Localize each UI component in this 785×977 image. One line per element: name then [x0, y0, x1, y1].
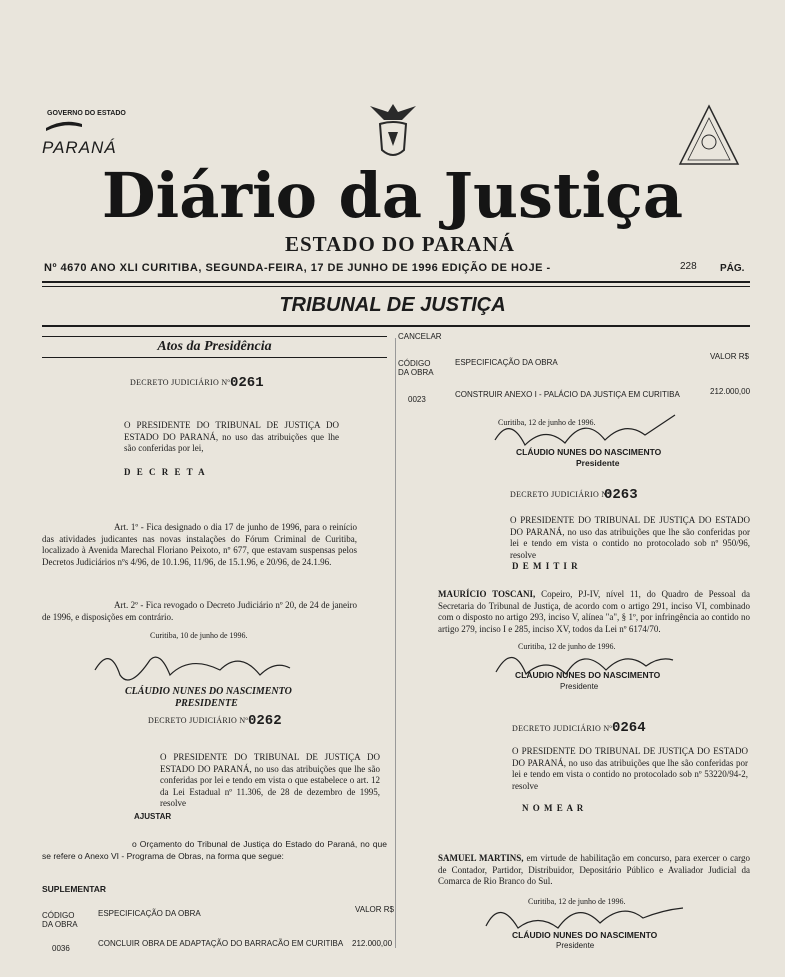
signer-role: PRESIDENTE — [175, 698, 238, 709]
nomear-name: SAMUEL MARTINS, — [438, 853, 524, 863]
table-row-value: 212.000,00 — [710, 387, 751, 396]
table-col-value: VALOR R$ — [710, 352, 749, 361]
triangle-seal-icon — [678, 104, 740, 168]
nomear-text: em virtude de habilitação em concurso, para exercer o cargo de Contador, Partidor, Distribuidor, Depositário Público e Avaliador Judicial da Comarca de Rio Branco do Sul. — [438, 853, 750, 886]
table-col-code: CÓDIGO DA OBRA — [398, 359, 434, 377]
section-rule — [42, 325, 750, 327]
section-title: TRIBUNAL DE JUSTIÇA — [279, 294, 506, 316]
decree-number: 0263 — [604, 487, 638, 503]
masthead-title: Diário da Justiça — [101, 159, 684, 232]
table-row-value: 212.000,00 — [352, 939, 393, 948]
suplementar-heading: SUPLEMENTAR — [42, 884, 107, 894]
ajustar-heading: AJUSTAR — [134, 812, 172, 821]
header-rule-thin — [42, 286, 750, 287]
decree-label: DECRETO JUDICIÁRIO Nº — [130, 378, 231, 387]
column-divider — [395, 338, 396, 948]
decree-label: DECRETO JUDICIÁRIO Nº — [510, 490, 611, 499]
decree-intro: O PRESIDENTE DO TRIBUNAL DE JUSTIÇA DO ESTADO DO PARANÁ, no uso das atribuições que lhe são conferidas por lei e tendo em vista o contido no protocolado sob nº 53220/94-2, resolve — [512, 746, 748, 791]
signer-name: CLÁUDIO NUNES DO NASCIMENTO — [512, 930, 658, 940]
article-1: Art. 1º - Fica designado o dia 17 de junho de 1996, para o reinício das atividades judicantes nas novas instalações do Fórum Criminal de Curitiba, localizado à Avenida Marechal Floriano Peixoto, nº 677, que estavam suspensas pelos Decretos Judiciários nºs 4/96, de 10.1.96, 11/96, de 15.1.96, e 20/96, de 24.1.96. — [42, 522, 357, 567]
decree-number: 0264 — [612, 720, 646, 736]
signer-name: CLÁUDIO NUNES DO NASCIMENTO — [125, 686, 292, 697]
demitir-text: Copeiro, PJ-IV, nível 11, do Quadro de Pessoal da Secretaria do Tribunal de Justiça, de acordo com o artigo 291, inciso VI, combinado com o disposto no artigo 293, inciso V, alínea "a", § 1º, por infringência ao contido no artigo 279, inciso I e 285, inciso XV, todos da Lei nº 6174/70. — [438, 589, 751, 634]
coat-of-arms-icon — [368, 100, 418, 164]
place-date: Curitiba, 12 de junho de 1996. — [498, 418, 596, 427]
atos-heading: Atos da Presidência — [157, 339, 272, 354]
page-label: PÁG. — [720, 263, 745, 274]
gov-label: GOVERNO DO ESTADO — [47, 110, 126, 117]
demitir-heading: D E M I T I R — [512, 561, 579, 571]
table-row-code: 0023 — [408, 395, 426, 404]
table-col-value: VALOR R$ — [355, 905, 394, 914]
table-col-code: CÓDIGO DA OBRA — [42, 911, 78, 929]
decree-intro: O PRESIDENTE DO TRIBUNAL DE JUSTIÇA DO ESTADO DO PARANÁ, no uso das atribuições que lhe são conferidas por lei, — [124, 420, 339, 453]
table-row-code: 0036 — [52, 944, 70, 953]
state-subtitle: ESTADO DO PARANÁ — [285, 232, 515, 256]
signer-role: Presidente — [556, 941, 595, 950]
table-col-spec: ESPECIFICAÇÃO DA OBRA — [98, 909, 201, 918]
gov-state: PARANÁ — [42, 138, 117, 157]
signer-role: Presidente — [576, 458, 620, 468]
decree-intro: O PRESIDENTE DO TRIBUNAL DE JUSTIÇA DO ESTADO DO PARANÁ, no uso das atribuições que lhe são conferidas por lei e tendo em vista o que estabelece o art. 12 da Lei Estadual nº 11.306, de 28 de dezembro de 1995, resolve — [160, 752, 380, 808]
cancelar-heading: CANCELAR — [398, 332, 442, 341]
signer-name: CLÁUDIO NUNES DO NASCIMENTO — [516, 447, 662, 457]
table-row-spec: CONCLUIR OBRA DE ADAPTAÇÃO DO BARRACÃO EM CURITIBA — [98, 939, 344, 948]
signer-name: CLÁUDIO NUNES DO NASCIMENTO — [515, 670, 661, 680]
decree-number: 0261 — [230, 375, 264, 391]
atos-box — [42, 336, 387, 358]
decree-label: DECRETO JUDICIÁRIO Nº — [512, 724, 613, 733]
place-date: Curitiba, 12 de junho de 1996. — [518, 642, 616, 651]
decree-number: 0262 — [248, 713, 282, 729]
demitir-name: MAURÍCIO TOSCANI, — [438, 589, 536, 599]
header-rule — [42, 281, 750, 283]
table-row-spec: CONSTRUIR ANEXO I - PALÁCIO DA JUSTIÇA EM CURITIBA — [455, 390, 680, 399]
edition-line: Nº 4670 ANO XLI CURITIBA, SEGUNDA-FEIRA, 17 DE JUNHO DE 1996 EDIÇÃO DE HOJE - — [44, 262, 551, 274]
parana-logo-icon — [44, 118, 84, 132]
article-2: Art. 2º - Fica revogado o Decreto Judiciário nº 20, de 24 de janeiro de 1996, e disposições em contrário. — [42, 600, 357, 622]
decree-intro: O PRESIDENTE DO TRIBUNAL DE JUSTIÇA DO ESTADO DO PARANÁ, no uso das atribuições que lhe são conferidas por lei e tendo em vista o contido no protocolado sob nº 950/96, resolve — [510, 515, 750, 560]
decreta-heading: D E C R E T A — [124, 467, 207, 477]
signature-scribble — [488, 634, 678, 689]
place-date: Curitiba, 12 de junho de 1996. — [528, 897, 626, 906]
nomear-paragraph — [438, 853, 750, 888]
signer-role: Presidente — [560, 682, 599, 691]
page-count: 228 — [680, 261, 697, 272]
demitir-paragraph — [438, 589, 750, 635]
nomear-heading: N O M E A R — [522, 803, 585, 813]
decree-label: DECRETO JUDICIÁRIO Nº — [148, 716, 249, 725]
place-date: Curitiba, 10 de junho de 1996. — [150, 631, 248, 640]
ajustar-text: o Orçamento do Tribunal de Justiça do Estado do Paraná, no que se refere o Anexo VI - Programa de Obras, na forma que segue: — [42, 839, 387, 861]
table-col-spec: ESPECIFICAÇÃO DA OBRA — [455, 358, 558, 367]
